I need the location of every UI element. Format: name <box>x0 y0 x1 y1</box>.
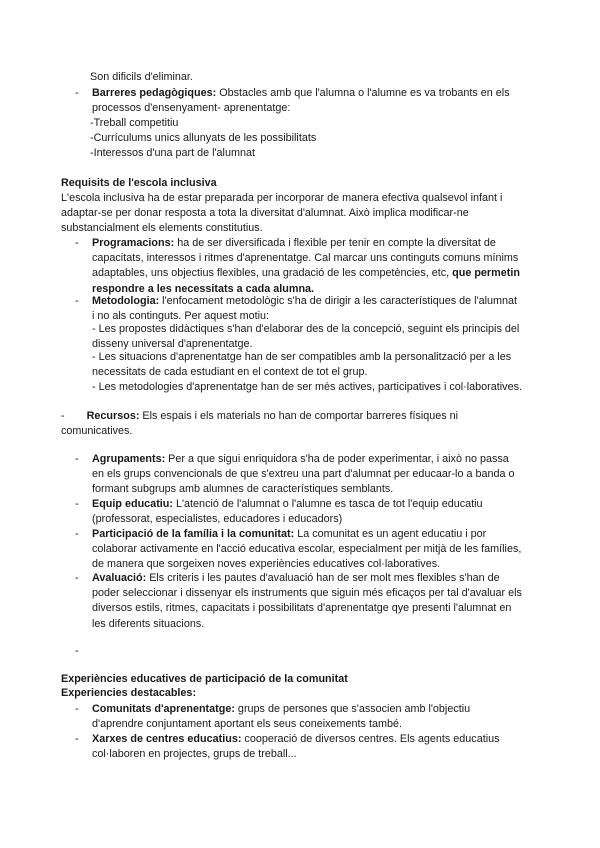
term-text: grups de persones que s'associen amb l'objectiu d'aprendre conjuntament aportant els seus coneixements també. <box>92 703 471 731</box>
text-line: Son dificils d'eliminar. <box>90 71 193 83</box>
term-text: La comunitat es un agent educatiu i por colaborar activamente en l'acció educativa escolar, especialment per mitjà de les famílies, de manera que sorgeixen noves experiències educatives col·laboratives. <box>92 528 522 571</box>
term-label: Equip educatiu: <box>92 498 173 510</box>
list-item-body <box>92 732 522 762</box>
sub-item: -Treball competitiu <box>90 117 179 129</box>
term-text: Els espais i els materials no han de comportar barreres físiques ni comunicatives. <box>61 410 459 438</box>
list-item-body <box>92 527 522 573</box>
dash-bullet: - <box>75 237 79 249</box>
term-label: Comunitats d'aprenentatge: <box>92 703 235 715</box>
list-item-body <box>92 702 522 732</box>
term-label: Agrupaments: <box>92 453 166 465</box>
term-label: Metodologia: <box>92 295 160 307</box>
dash-bullet: - <box>75 453 79 465</box>
sub-item: -Currículums unics allunyats de les possibilitats <box>90 132 317 144</box>
term-label: Xarxes de centres educatius: <box>92 733 242 745</box>
sub-item: - Les metodologies d'aprenentatge han de ser més actives, participatives i col·laboratives. <box>92 381 522 393</box>
term-text: l'enfocament metodològic s'ha de dirigir a les característiques de l'alumnat i no als continguts. Per aquest motiu: <box>92 295 518 323</box>
list-item-recursos <box>61 409 522 439</box>
term-text: Per a que sigui enriquidora s'ha de poder experimentar, i això no passa en els grups convencionals de que s'extreu una part d'alumnat per educaar-lo a banda o formant subgrups amb alumnes de característiques semblants. <box>92 453 515 496</box>
list-item-body <box>92 497 522 527</box>
dash-bullet: - <box>75 733 79 745</box>
term-label: Recursos: <box>86 410 140 422</box>
list-item-body <box>92 452 522 498</box>
term-text: L'atenció de l'alumnat o l'alumne es tasca de tot l'equip educatiu (professorat, especialistes, educadores i educadors) <box>92 498 483 526</box>
dash-bullet: - <box>75 528 79 540</box>
dash-bullet: - <box>75 645 79 657</box>
dash-bullet: - <box>61 410 65 422</box>
dash-bullet: - <box>75 572 79 584</box>
term-text: cooperació de diversos centres. Els agents educatius col·laboren en projectes, grups de treball... <box>92 733 500 761</box>
sub-item: - Les propostes didàctiques s'han d'elaborar des de la concepció, seguint els principis del disseny universal d'aprenentatge. <box>92 323 520 351</box>
term-label: Avaluació: <box>92 572 147 584</box>
list-item-body <box>92 294 522 324</box>
section-subheading: Experiencies destacables: <box>61 687 197 699</box>
term-label: Participació de la família i la comunitat: <box>92 528 295 540</box>
dash-bullet: - <box>75 87 79 99</box>
section-heading: Experiències educatives de participació de la comunitat <box>61 673 348 685</box>
dash-bullet: - <box>75 498 79 510</box>
term-label: Barreres pedagògiques: <box>92 87 217 99</box>
sub-item: -Interessos d'una part de l'alumnat <box>90 147 255 159</box>
list-item-body <box>92 236 522 297</box>
dash-bullet: - <box>75 703 79 715</box>
term-bold-end: que permetin respondre a les necessitats a cada alumna. <box>92 267 520 295</box>
sub-item: - Les situacions d'aprenentatge han de ser compatibles amb la personalització per a les necessitats de cada estudiant en el context de tot el grup. <box>92 351 512 379</box>
term-text: Obstacles amb que l'alumna o l'alumne es va trobants en els processos d'ensenyament- aprenentatge: <box>92 87 510 115</box>
term-text: Els criteris i les pautes d'avaluació han de ser molt mes flexibles s'han de poder seleccionar i dissenyar els instruments que siguin més eficaços per tal d'avaluar els diversos estils, ritmes, capacitats i possibilitats d'aprenentatge qye presenti l'alumnat en les diferents situacions. <box>92 572 522 630</box>
term-text: ha de ser diversificada i flexible per tenir en compte la diversitat de capacitats, interessos i ritmes d'aprenentatge. Cal marcar uns continguts comuns mínims adaptables, uns objectius flexibles, una gradació de les competències, etc, <box>92 237 519 280</box>
list-item-body <box>92 571 522 632</box>
dash-bullet: - <box>75 295 79 307</box>
term-label: Programacions: <box>92 237 175 249</box>
paragraph-intro: L'escola inclusiva ha de estar preparada per incorporar de manera efectiva qualsevol infant i adaptar-se per donar resposta a tota la diversitat d'alumnat. Això implica modificar-ne substancialment els elements constitutius. <box>61 192 503 235</box>
list-item-body <box>92 86 522 116</box>
section-heading: Requisits de l'escola inclusiva <box>61 177 217 189</box>
